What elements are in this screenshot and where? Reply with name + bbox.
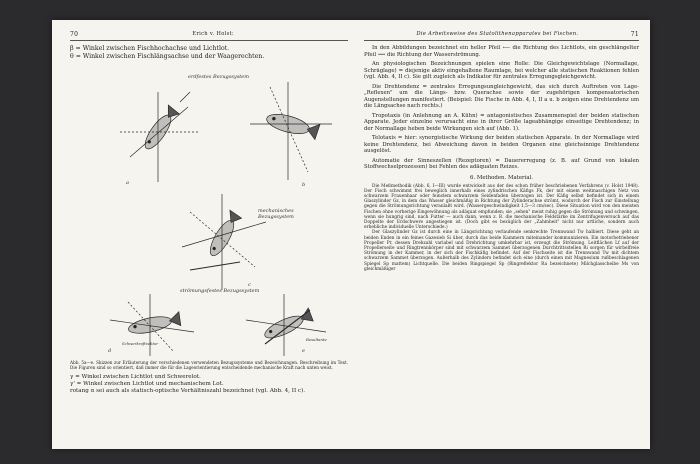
definition-theta: θ = Winkel zwischen Fischlängsachse und der Waagerechten. [70, 52, 265, 60]
right-page [364, 31, 639, 439]
paragraph-methods-1: Die Meßmethodik (Abb. 6, I—III) wurde entwickelt aus der des schon früher beschriebenen Verfahrens (v. Holst 1948). Der Fisch schwimmt frei beweglich innerhalb eines zylindrischen Käfigs Fk, der mit einem weitmaschigen Netz von schwarzem Frauenhaar oder feinstem schwarzem Seidenfaden überzogen ist. Der Käfig selbst befindet sich in einem Glaszylinder Gz, in dem das Wasser gleichmäßig in Richtung der Zylinderachse strömt, wodurch der Fisch zur Einstellung gegen die Strömungsrichtung veranlaßt wird. (Wassergeschwindigkeit 1,5—3 cm/sec). Diese Situation wird von den meisten Fischen ohne vorherige Eingewöhnung als adäquat empfunden; sie „sehen" meist ruhig gegen die Strömung und schwingen, wenn sie hungrig sind, nach Futter — auch dann, wenn z. B. die mechanische Feldstärke im Zentrifugenversuch auf das Doppelte der Erdschwere angestiegen ist. (Doch gibt es bezüglich der „Zahmheit" nicht nur artliche, sondern auch erhebliche individuelle Unterschiede.) [364, 183, 639, 231]
label-gravity-vector: Schwerkraftvektor [122, 341, 159, 347]
definition-gamma: γ = Winkel zwischen Lichtlot und Schwerelot. [70, 374, 201, 381]
figure-caption: Abb. 5a—e. Skizzen zur Erläuterung der verschiedenen verwendeten Bezugssysteme und Bezeichnungen. Beschreibung im Text. Die Figuren sind so orientiert, daß immer die für die Lageorientierung entscheidende mechanische Kraft nach unten weist. [70, 360, 348, 371]
label-d: d [108, 348, 112, 355]
definition-rotang: rotang α sei auch als statisch-optische Verhältniszahl bezeichnet (vgl. Abb. 4, II c). [70, 387, 306, 394]
definition-gamma-prime: γ' = Winkel zwischen Lichtlot und mechanischem Lot. [70, 380, 224, 387]
fish-a-drawing [141, 105, 180, 152]
right-header [364, 31, 639, 41]
label-c: c [248, 282, 251, 289]
label-resultant: Resultante [306, 337, 327, 343]
paragraph-rotation-tendency: Die Drehtendenz = zentrales Erregungsungleichgewicht, das sich durch Auftreten von Lage-„Reflexen" um die Längs- bzw. Querachse sowie der zugehörigen kompensatorischen Augenstellungen manifestiert. (Beispiel: Die Fische in Abb. 4, I, II a u. b zeigen eine Drehtendenz um die Längsachse nach rechts.) [364, 83, 639, 109]
left-running-head: Erich v. Holst: [192, 31, 234, 37]
paragraph-arrows: In den Abbildungen bezeichnet ein heller Pfeil ⟵ die Richtung des Lichtlots, ein geschlängelter Pfeil ⟿ die Richtung der Wasserströmung. [364, 45, 639, 58]
left-page [70, 31, 348, 439]
right-running-head: Die Arbeitsweise des Statolithenapparates bei Fischen. [416, 31, 579, 37]
paragraph-equilibrium: An physiologischen Bezeichnungen spielen eine Rolle: Die Gleichgewichtslage (Normallage, Schräglage) = diejenige aktiv eingehaltene Raumlage, bei welcher alle statischen Reaktionen fehlen (vgl. Abb. 4, II c). Sie gilt zugleich als Indikator für zentrales Erregungsgleichgewicht. [364, 61, 639, 80]
paragraph-methods-2: Der Glaszylinder Gz ist durch eine in Längsrichtung verlaufende senkrechte Trennwand Tw halbiert. Diese geht an beiden Enden in ein feines Gazesieb Si über, durch das beide Kammern miteinander kommunizieren. Ein motorbetriebener Propeller Pr, dessen Drehzahl variabel und Drehrichtung umkehrbar ist, erzeugt die Strömung. Leitflächen Lf auf der Propellerseite und Ringtrennkörper sind mit schwarzem Sammet überzogenen Durchtrittsstellen Ri sorgen für wirbelfreie Strömung in der Kammer, in der sich der Fischkäfig befindet. Auf der Fischseite ist die Trennwand Tw mit dichtem schwarzem Sammet überzogen. Außerhalb des Zylinders befindet sich eine (durch einen mit Magnesium rußbeschlagenen Spiegel Sp mattem) Lichtquelle. Die beiden Ringspiegel Sp (Ringreflektor Ra bezeichnete) Milchglasscheibe Ms von gleichmäßiger [364, 230, 639, 272]
label-b: b [302, 182, 306, 189]
paragraph-telotaxis: Telotaxis = hier: synergistische Wirkung der beiden statischen Apparate. In der Normallage wird keine Drehtendenz, bei Abweichung davon in beiden Organen eine gleichsinnige Drehtendenz ausgelöst. [364, 135, 639, 154]
label-e: e [302, 348, 305, 355]
figure-5 [70, 62, 348, 358]
fish-d-drawing [127, 312, 182, 337]
paragraph-tropotaxis: Tropotaxis (in Anlehnung an A. Kühn) = antagonistisches Zusammenspiel der beiden statischen Apparate. Jeder einzelne verursacht eine in ihrer Größe lageabhängige einseitige Drehtendenz; in der Normallage heben beide Wirkungen sich auf (Abb. 1). [364, 112, 639, 132]
fish-b-drawing [265, 111, 320, 140]
right-page-number: 71 [630, 31, 639, 38]
label-a: a [126, 180, 129, 187]
label-mechanical-system: mechanisches Bezugssystem [258, 208, 294, 221]
left-page-number: 70 [70, 31, 79, 38]
definition-beta: β = Winkel zwischen Fischhochachse und Lichtlot. [70, 45, 230, 52]
paragraph-automatism: Automatie der Sinneszellen (Rezeptoren) = Dauererregung (z. B. auf Grund von lokalen Stoffwechselprozessen) bei Fehlen des adäquaten Reizes. [364, 157, 639, 170]
label-earth-system: erdfestes Bezugssystem [188, 74, 249, 81]
book-spread [52, 20, 650, 449]
left-header [70, 31, 348, 41]
section-heading: 6. Methoden. Material. [469, 174, 534, 181]
label-flow-system: strömungsfestes Bezugssystem [180, 288, 260, 295]
